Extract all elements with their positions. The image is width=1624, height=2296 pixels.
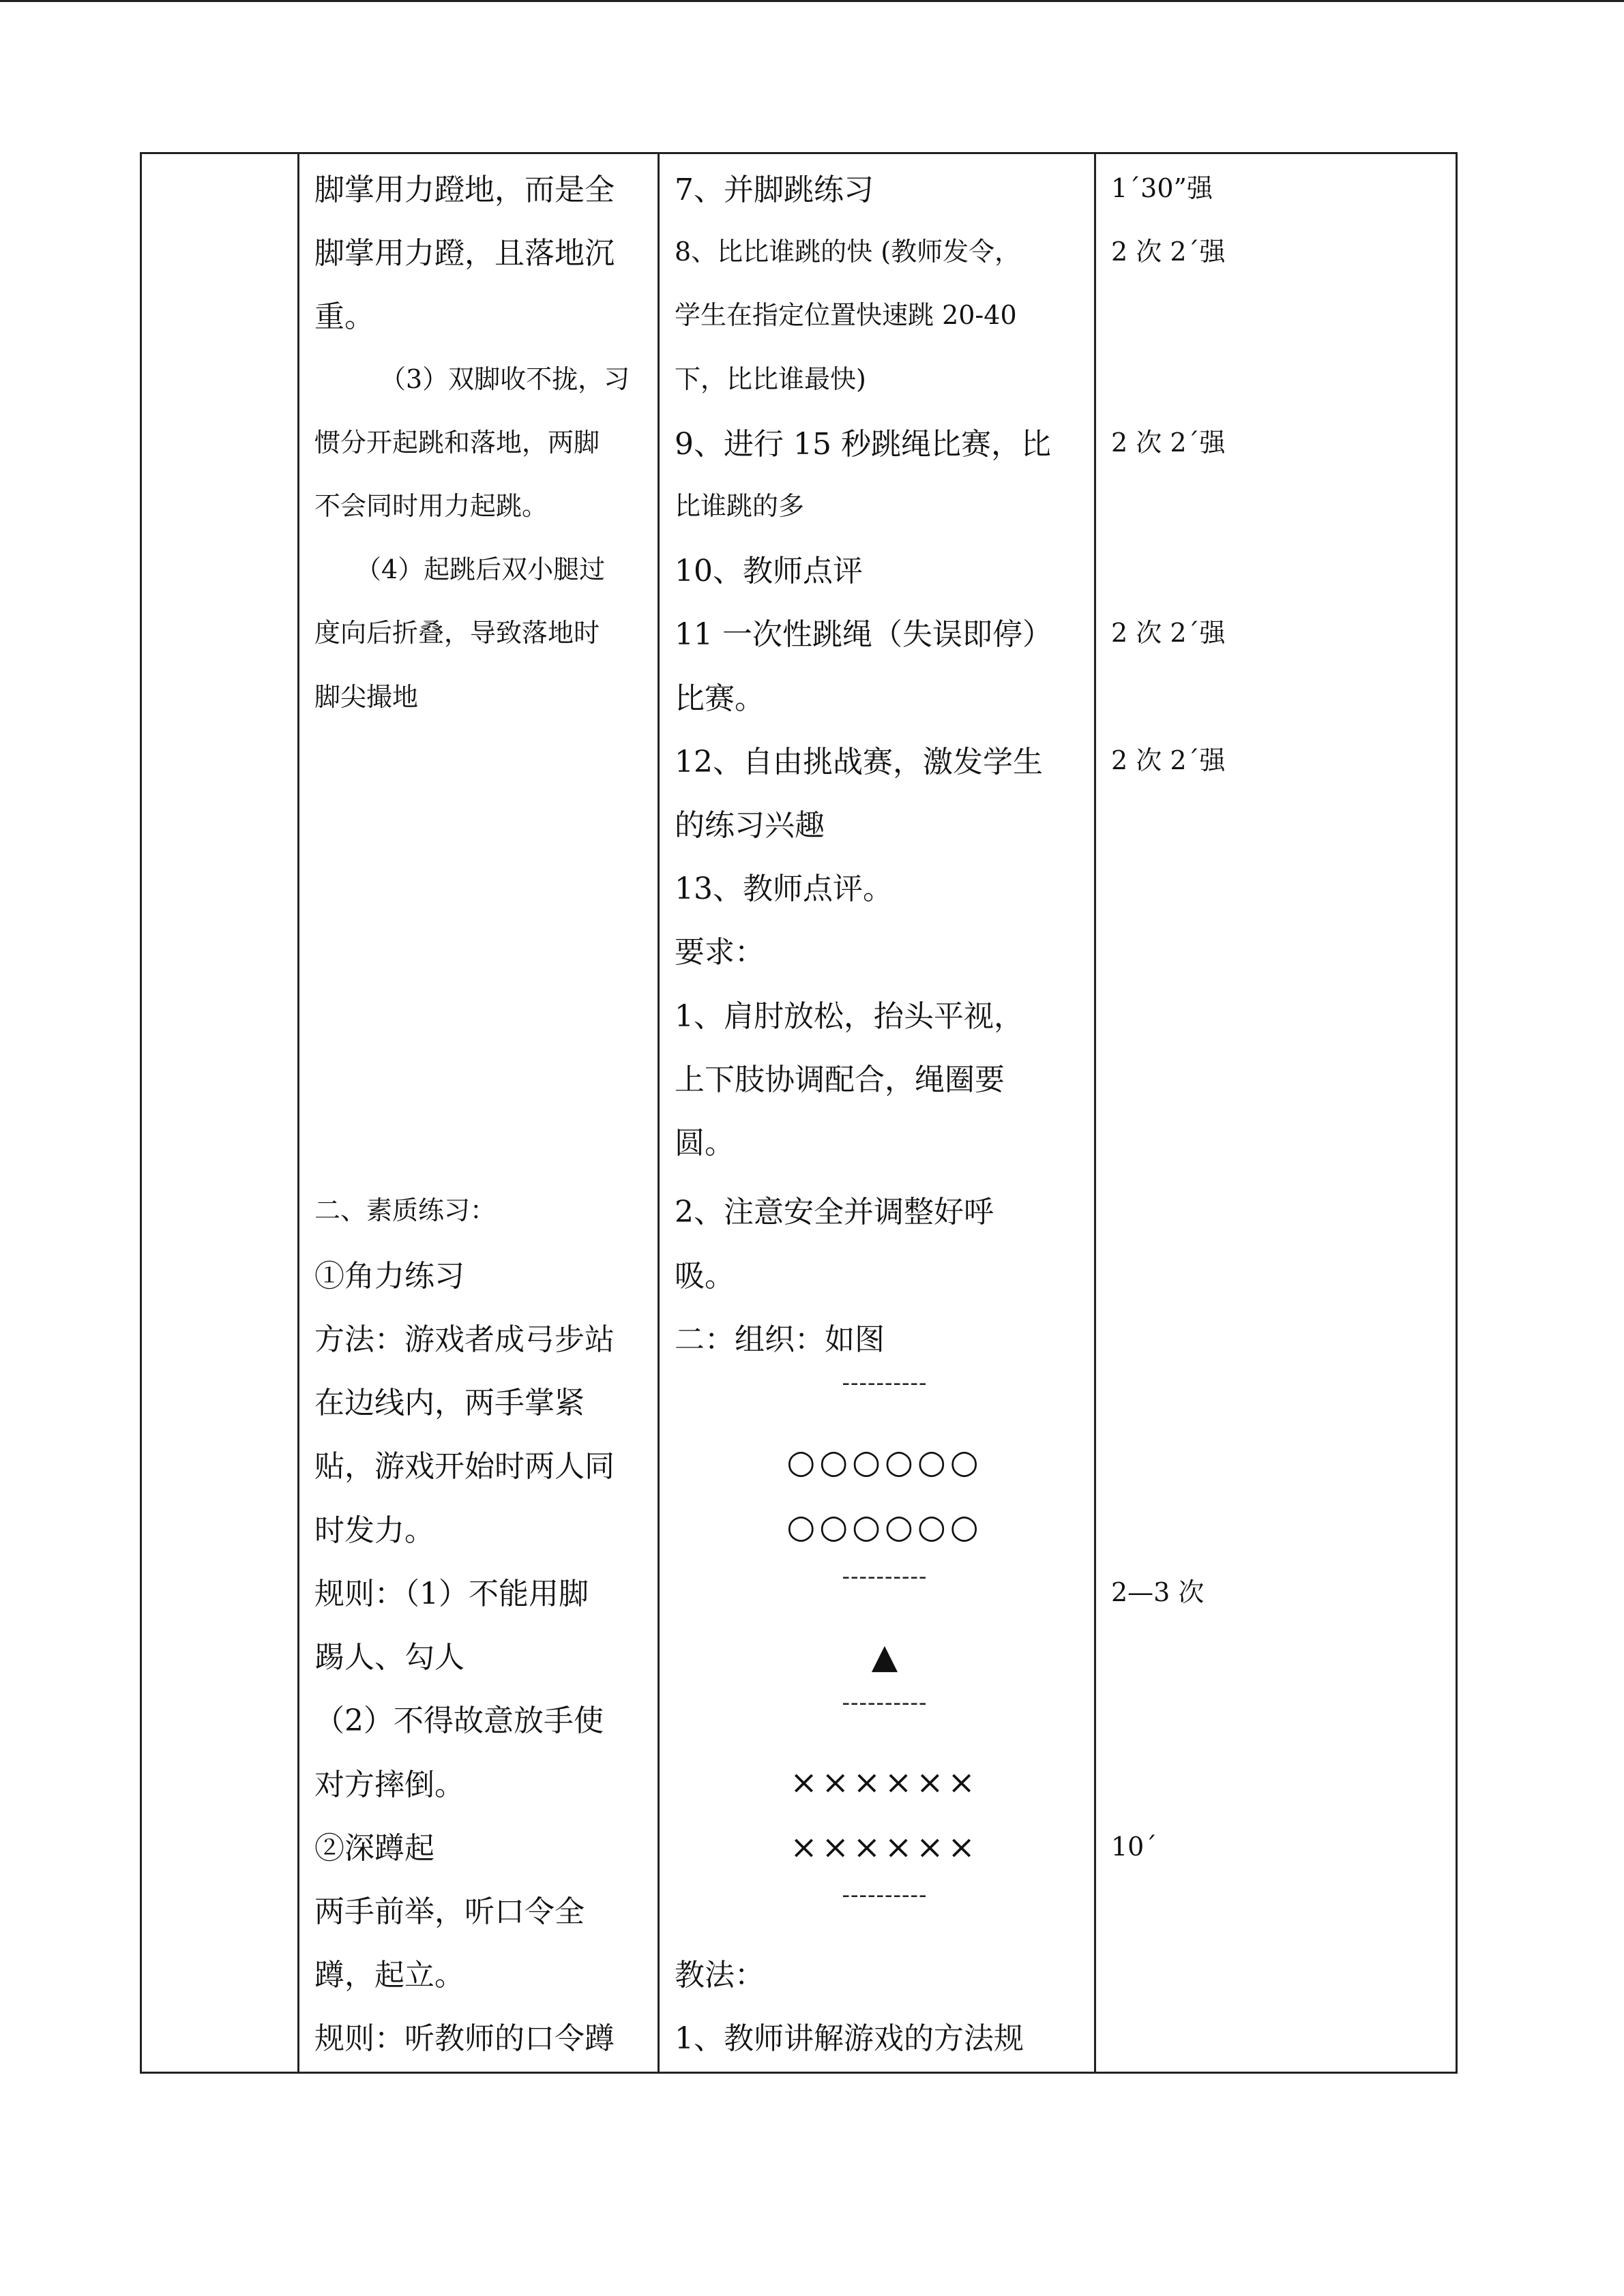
organization-line: 比谁跳的多 (675, 491, 805, 521)
organization-line: 13、教师点评。 (675, 871, 893, 906)
organization-line: 12、自由挑战赛，激发学生 (675, 745, 1043, 779)
column-border-2 (297, 152, 299, 2074)
organization-line: 学生在指定位置快速跳 20-40 (675, 300, 1017, 330)
organization-line: 11 一次性跳绳（失误即停） (675, 617, 1052, 652)
method-line: 二、素质练习： (314, 1195, 497, 1225)
method-line: 脚掌用力蹬，且落地沉 (314, 236, 615, 271)
method-line: 方法：游戏者成弓步站 (314, 1322, 615, 1357)
method-line: 对方摔倒。 (314, 1768, 464, 1802)
organization-line: 吸。 (675, 1259, 735, 1294)
method-line: 脚尖撮地 (314, 682, 419, 712)
method-line: 脚掌用力蹬地，而是全 (314, 173, 615, 207)
method-line: 不会同时用力起跳。 (314, 491, 548, 521)
organization-line: 圆。 (675, 1126, 735, 1161)
method-line: 蹲，起立。 (314, 1958, 464, 1993)
cross-row: ×××××× (790, 1763, 979, 1802)
method-line: 度向后折叠，导致落地时 (314, 618, 600, 648)
method-line: 贴，游戏开始时两人同 (314, 1449, 615, 1484)
time-entry: 2—3 次 (1111, 1577, 1205, 1607)
column-border-5 (1456, 152, 1458, 2074)
organization-line: 比赛。 (675, 681, 765, 716)
method-line: （4）起跳后双小腿过 (355, 554, 606, 584)
dashed-line: ---------- (842, 1881, 928, 1909)
method-line: 踢人、勾人 (314, 1640, 464, 1675)
time-entry: 2 次 2´强 (1111, 745, 1226, 775)
organization-line: 9、进行 15 秒跳绳比赛，比 (675, 427, 1051, 462)
time-entry: 10´ (1111, 1832, 1157, 1862)
organization-line: 的练习兴趣 (675, 808, 825, 843)
column-border-1 (140, 152, 142, 2074)
dashed-line: ---------- (842, 1563, 928, 1590)
organization-line: 1、教师讲解游戏的方法规 (675, 2021, 1024, 2056)
time-entry: 2 次 2´强 (1111, 428, 1226, 458)
method-line: 时发力。 (314, 1513, 434, 1548)
organization-line: 7、并脚跳练习 (675, 173, 874, 207)
organization-line: 2、注意安全并调整好呼 (675, 1195, 994, 1229)
time-entry: 1´30”强 (1111, 173, 1213, 203)
column-border-3 (658, 152, 660, 2074)
organization-line: 二：组织：如图 (675, 1322, 885, 1357)
organization-line: 下，比比谁最快) (675, 364, 866, 394)
method-line: 重。 (314, 299, 374, 334)
time-entry: 2 次 2´强 (1111, 618, 1226, 648)
table-top-border (140, 152, 1458, 154)
method-line: 惯分开起跳和落地，两脚 (314, 428, 600, 458)
organization-line: 教法： (675, 1958, 765, 1993)
organization-line: 上下肢协调配合，绳圈要 (675, 1062, 1005, 1097)
method-line: 在边线内，两手掌紧 (314, 1386, 585, 1420)
method-line: ②深蹲起 (314, 1831, 434, 1866)
organization-line: 要求： (675, 935, 765, 970)
method-line: （3）双脚收不拢，习 (380, 364, 630, 394)
cross-row: ×××××× (790, 1828, 979, 1866)
time-entry: 2 次 2´强 (1111, 237, 1226, 267)
organization-line: 8、比比谁跳的快 (教师发令， (675, 237, 1021, 267)
dashed-line: ---------- (842, 1689, 928, 1716)
method-line: （2）不得故意放手使 (314, 1703, 604, 1738)
method-line: 规则：听教师的口令蹲 (314, 2021, 615, 2056)
column-border-4 (1094, 152, 1096, 2074)
dashed-line: ---------- (842, 1369, 928, 1397)
organization-line: 1、肩肘放松，抬头平视， (675, 999, 1024, 1034)
method-line: 两手前举，听口令全 (314, 1894, 585, 1929)
table-bottom-border (140, 2072, 1458, 2074)
circle-row: ○○○○○○ (786, 1443, 983, 1481)
method-line: 规则：（1）不能用脚 (314, 1577, 589, 1611)
teacher-triangle-icon: ▲ (871, 1637, 898, 1676)
method-line: ①角力练习 (314, 1259, 464, 1294)
organization-line: 10、教师点评 (675, 554, 863, 588)
circle-row: ○○○○○○ (786, 1508, 983, 1546)
